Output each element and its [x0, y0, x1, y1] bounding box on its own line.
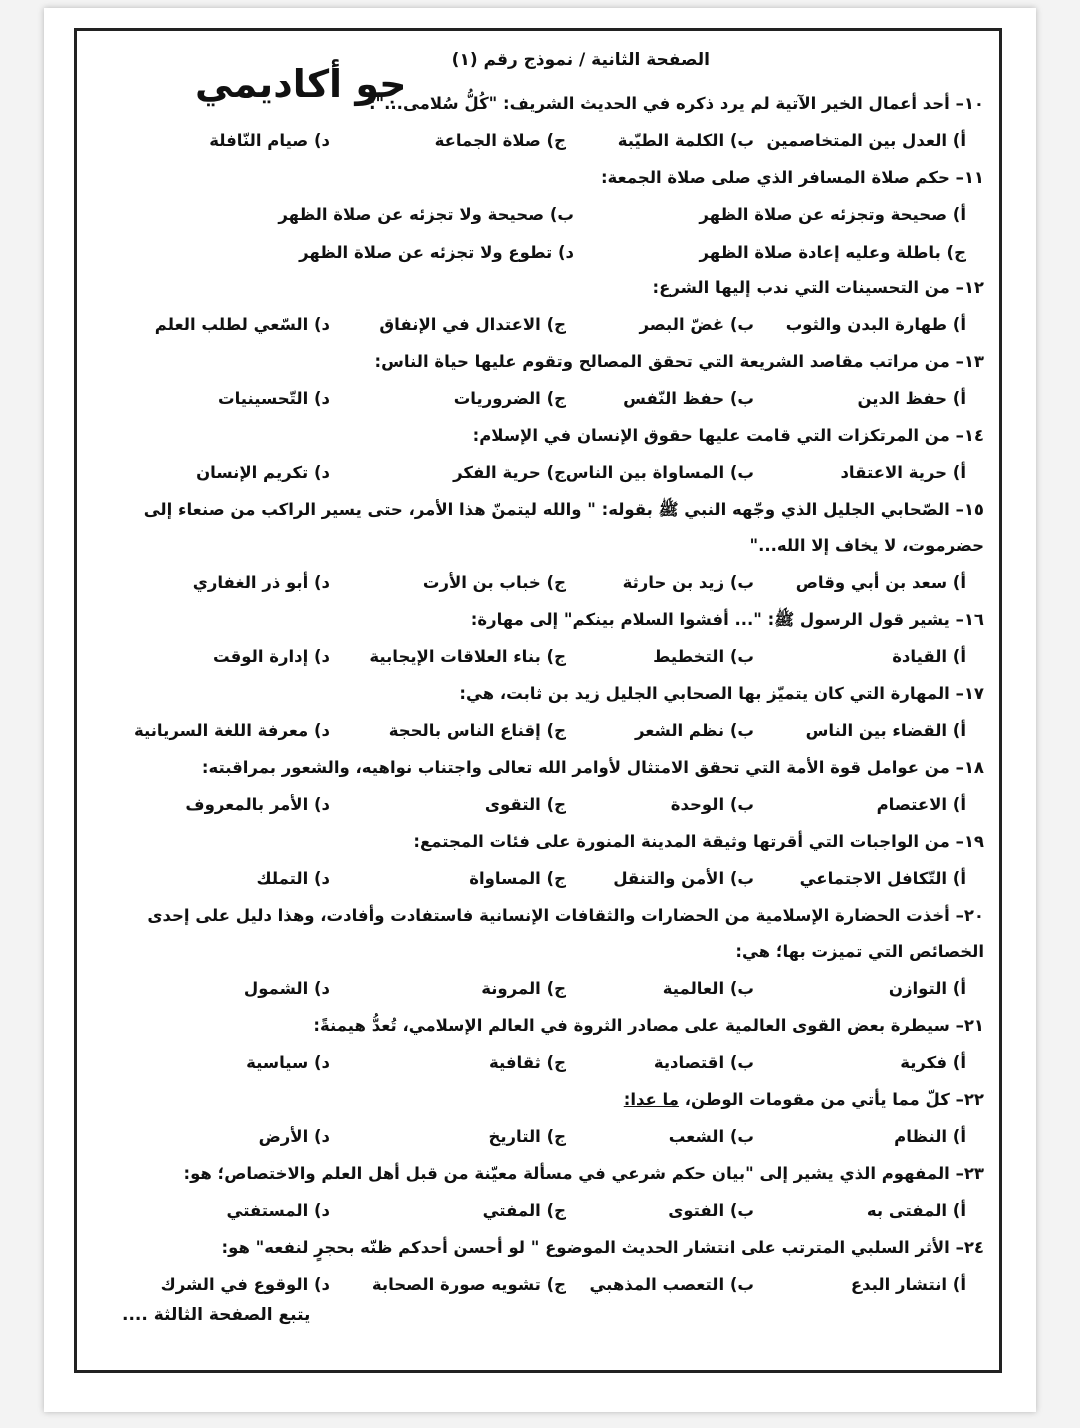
question-22 — [104, 1082, 984, 1156]
question-13 — [104, 344, 984, 418]
option-b: ب) الفتوى — [668, 1201, 754, 1220]
option-a: أ) التوازن — [888, 979, 966, 998]
option-d: د) تكريم الإنسان — [196, 463, 330, 482]
question-stem: ١٠– أحد أعمال الخير الآتية لم يرد ذكره في الحديث الشريف: "كُلُّ سُلامى...": — [368, 94, 984, 113]
question-stem: ١١– حكم صلاة المسافر الذي صلى صلاة الجمعة: — [600, 168, 984, 187]
question-stem: ١٢– من التحسينات التي ندب إليها الشرع: — [652, 278, 984, 297]
question-11 — [104, 160, 984, 270]
continue-note: يتبع الصفحة الثالثة .... — [122, 1305, 311, 1325]
option-d: د) التملك — [256, 869, 330, 888]
option-d: د) أبو ذر الغفاري — [192, 573, 330, 592]
option-c: ج) الاعتدال في الإنفاق — [379, 315, 566, 334]
option-d: د) السّعي لطلب العلم — [154, 315, 330, 334]
option-c: ج) بناء العلاقات الإيجابية — [369, 647, 566, 666]
option-a: أ) التّكافل الاجتماعي — [799, 869, 966, 888]
option-b: ب) التخطيط — [653, 647, 754, 666]
question-stem: ١٤– من المرتكزات التي قامت عليها حقوق الإنسان في الإسلام: — [472, 426, 984, 445]
option-b: ب) الشعب — [668, 1127, 754, 1146]
option-c: ج) التقوى — [484, 795, 566, 814]
option-b: ب) الأمن والتنقل — [613, 869, 754, 888]
option-b: ب) صحيحة ولا تجزئه عن صلاة الظهر — [278, 205, 574, 224]
question-stem: ١٩– من الواجبات التي أقرتها وثيقة المدينة المنورة على فئات المجتمع: — [413, 832, 984, 851]
options-row — [104, 196, 984, 234]
question-stem: ١٨– من عوامل قوة الأمة التي تحقق الامتثال لأوامر الله تعالى واجتناب نواهيه، والشعور بمراقبته: — [201, 758, 984, 777]
question-14 — [104, 418, 984, 492]
options-row — [104, 712, 984, 750]
option-d: د) سياسية — [246, 1053, 330, 1072]
option-a: أ) القضاء بين الناس — [805, 721, 966, 740]
options-row — [104, 1192, 984, 1230]
options-row — [104, 860, 984, 898]
option-c: ج) خباب بن الأرت — [422, 573, 566, 592]
question-stem: ١٣– من مراتب مقاصد الشريعة التي تحقق المصالح وتقوم عليها حياة الناس: — [374, 352, 984, 371]
option-a: أ) المفتى به — [866, 1201, 966, 1220]
question-stem: ٢٢– كلّ مما يأتي من مقومات الوطن، ما عدا: — [623, 1090, 984, 1109]
question-stem: ٢١– سيطرة بعض القوى العالمية على مصادر الثروة في العالم الإسلامي، تُعدُّ هيمنةً: — [313, 1016, 984, 1035]
option-c: ج) ثقافية — [489, 1053, 566, 1072]
options-row — [104, 1118, 984, 1156]
option-d: د) معرفة اللغة السريانية — [134, 721, 330, 740]
option-b: ب) المساواة بين الناس — [565, 463, 754, 482]
option-b: ب) اقتصادية — [653, 1053, 754, 1072]
question-20 — [104, 898, 984, 1008]
option-d: د) المستفتي — [226, 1201, 330, 1220]
option-c: ج) إقناع الناس بالحجة — [388, 721, 566, 740]
options-row — [104, 234, 984, 270]
option-b: ب) نظم الشعر — [634, 721, 754, 740]
question-23 — [104, 1156, 984, 1230]
option-b: ب) حفظ النّفس — [623, 389, 754, 408]
option-c: ج) صلاة الجماعة — [434, 131, 566, 150]
option-c: ج) الضروريات — [453, 389, 566, 408]
options-row — [104, 380, 984, 418]
option-d: د) الشمول — [243, 979, 330, 998]
option-a: أ) القيادة — [892, 647, 966, 666]
option-b: ب) غضّ البصر — [639, 315, 754, 334]
options-row — [104, 1044, 984, 1082]
option-c: ج) التاريخ — [488, 1127, 566, 1146]
option-a: أ) حفظ الدين — [857, 389, 966, 408]
brand-watermark: جو أكاديمي — [195, 62, 407, 106]
questions-list — [104, 86, 984, 1304]
options-row — [104, 970, 984, 1008]
question-stem: ١٧– المهارة التي كان يتميّز بها الصحابي الجليل زيد بن ثابت، هي: — [459, 684, 984, 703]
question-stem: ٢٠– أخذت الحضارة الإسلامية من الحضارات والثقافات الإنسانية فاستفادت وأفادت، وهذا دليل على إحدى الخصائص التي تميزت بها؛ هي: — [147, 906, 984, 961]
option-a: أ) العدل بين المتخاصمين — [766, 131, 966, 150]
option-a: أ) انتشار البدع — [850, 1275, 966, 1294]
options-row — [104, 306, 984, 344]
option-c: ج) حرية الفكر — [453, 463, 566, 482]
question-18 — [104, 750, 984, 824]
option-a: أ) سعد بن أبي وقاص — [795, 573, 966, 592]
options-row — [104, 454, 984, 492]
option-d: د) الأرض — [258, 1127, 330, 1146]
option-b: ب) زيد بن حارثة — [622, 573, 754, 592]
option-d: د) الأمر بالمعروف — [185, 795, 330, 814]
question-15 — [104, 492, 984, 602]
option-b: ب) التعصب المذهبي — [589, 1275, 754, 1294]
option-d: د) إدارة الوقت — [213, 647, 330, 666]
option-c: ج) باطلة وعليه إعادة صلاة الظهر — [699, 243, 966, 262]
question-10 — [104, 86, 984, 160]
option-d: د) الوقوع في الشرك — [160, 1275, 330, 1294]
options-row — [104, 564, 984, 602]
emphasis-except: ما عدا: — [623, 1090, 679, 1109]
option-c: ج) المساواة — [469, 869, 566, 888]
question-19 — [104, 824, 984, 898]
question-stem: ٢٣– المفهوم الذي يشير إلى "بيان حكم شرعي في مسألة معيّنة من قبل أهل العلم والاختصاص؛ هو: — [183, 1164, 984, 1183]
option-d: د) التّحسينيات — [217, 389, 330, 408]
question-21 — [104, 1008, 984, 1082]
options-row — [104, 638, 984, 676]
question-stem: ٢٤– الأثر السلبي المترتب على انتشار الحديث الموضوع " لو أحسن أحدكم ظنّه بحجرٍ لنفعه" هو: — [221, 1238, 984, 1257]
question-stem: ١٥– الصّحابي الجليل الذي وجّهه النبي ﷺ بقوله: " والله ليتمنّ هذا الأمر، حتى يسير الراكب من صنعاء إلى حضرموت، لا يخاف إلا الله..." — [143, 500, 984, 555]
question-17 — [104, 676, 984, 750]
question-stem: ١٦– يشير قول الرسول ﷺ: "... أفشوا السلام بينكم" إلى مهارة: — [470, 610, 984, 629]
question-16 — [104, 602, 984, 676]
option-d: د) صيام النّافلة — [209, 131, 330, 150]
option-c: ج) المفتي — [482, 1201, 566, 1220]
page-title: الصفحة الثانية / نموذج رقم (١) — [451, 50, 710, 70]
question-12 — [104, 270, 984, 344]
option-c: ج) المرونة — [481, 979, 566, 998]
question-24 — [104, 1230, 984, 1304]
option-a: أ) طهارة البدن والثوب — [785, 315, 966, 334]
option-a: أ) حرية الاعتقاد — [840, 463, 966, 482]
option-a: أ) صحيحة وتجزئه عن صلاة الظهر — [699, 205, 966, 224]
option-a: أ) فكرية — [900, 1053, 966, 1072]
options-row — [104, 1266, 984, 1304]
options-row — [104, 786, 984, 824]
option-b: ب) العالمية — [662, 979, 754, 998]
option-d: د) تطوع ولا تجزئه عن صلاة الظهر — [299, 243, 574, 262]
option-b: ب) الكلمة الطيّبة — [617, 131, 754, 150]
option-b: ب) الوحدة — [670, 795, 754, 814]
options-row — [104, 122, 984, 160]
option-a: أ) النظام — [894, 1127, 966, 1146]
option-c: ج) تشويه صورة الصحابة — [371, 1275, 566, 1294]
option-a: أ) الاعتصام — [876, 795, 966, 814]
